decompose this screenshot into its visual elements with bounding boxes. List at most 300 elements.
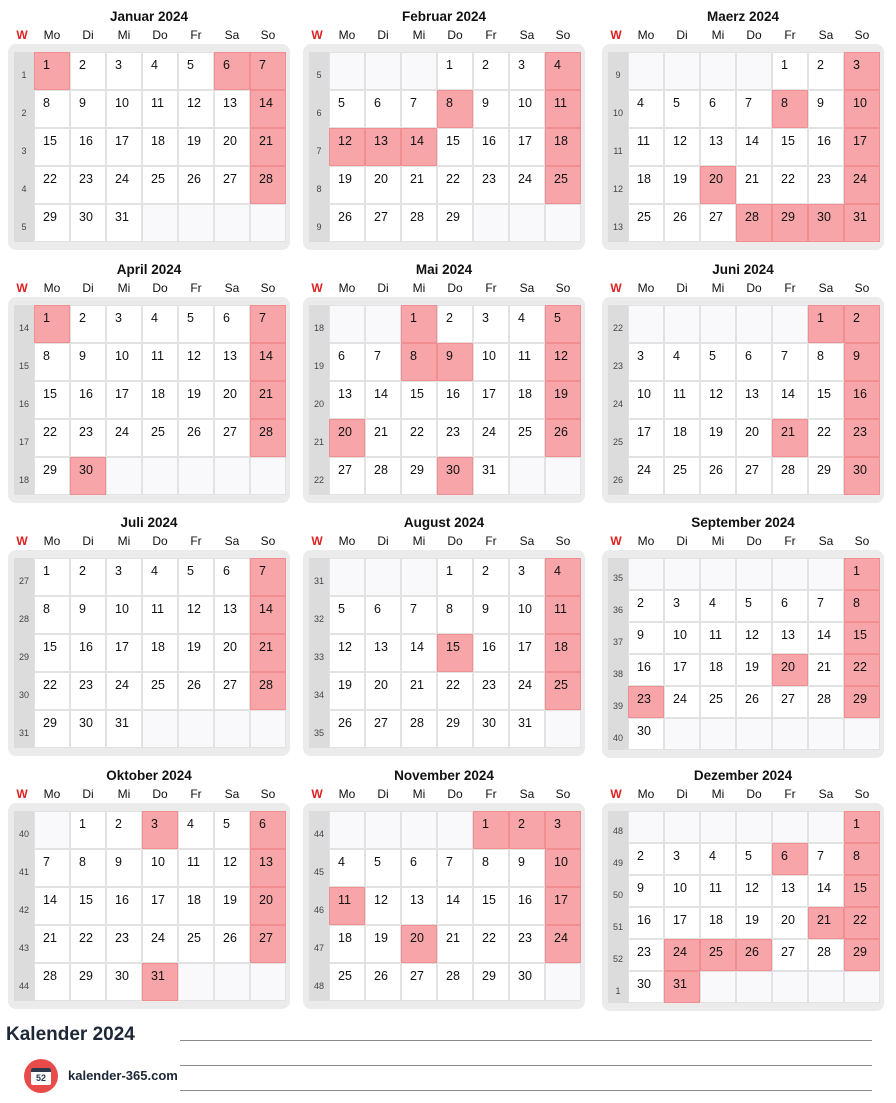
day-cell: 27 xyxy=(772,939,808,971)
day-cell-holiday: 18 xyxy=(545,128,581,166)
day-cell-holiday: 12 xyxy=(545,343,581,381)
day-cell: 27 xyxy=(365,710,401,748)
day-cell: 17 xyxy=(509,128,545,166)
day-cell: 4 xyxy=(142,52,178,90)
day-cell: 11 xyxy=(628,128,664,166)
day-cell: 12 xyxy=(700,381,736,419)
empty-day-cell xyxy=(736,718,772,750)
month-panel xyxy=(602,8,884,250)
day-cell-holiday: 21 xyxy=(772,419,808,457)
empty-day-cell xyxy=(736,811,772,843)
day-cell: 30 xyxy=(473,710,509,748)
day-cell: 29 xyxy=(34,457,70,495)
weekday-header xyxy=(602,533,884,549)
day-cell: 29 xyxy=(437,204,473,242)
day-cell: 28 xyxy=(401,204,437,242)
empty-day-cell xyxy=(178,710,214,748)
weekday-label: So xyxy=(555,28,571,42)
month-days-panel xyxy=(602,803,884,1011)
day-cell-holiday: 29 xyxy=(844,939,880,971)
empty-day-cell xyxy=(664,52,700,90)
day-cell-holiday: 26 xyxy=(545,419,581,457)
day-cell: 10 xyxy=(509,90,545,128)
site-link[interactable]: kalender-365.com xyxy=(68,1068,178,1083)
day-cell: 4 xyxy=(178,811,214,849)
day-cell-holiday: 12 xyxy=(329,128,365,166)
day-cell: 21 xyxy=(401,672,437,710)
week-number: 52 xyxy=(612,954,623,964)
day-cell: 13 xyxy=(214,596,250,634)
weekday-label: Di xyxy=(676,28,688,42)
day-cell: 24 xyxy=(106,419,142,457)
day-cell: 22 xyxy=(34,672,70,710)
day-cell: 18 xyxy=(700,907,736,939)
week-number: 38 xyxy=(612,669,623,679)
day-cell-holiday: 16 xyxy=(844,381,880,419)
day-cell-holiday: 8 xyxy=(401,343,437,381)
day-cell: 8 xyxy=(808,343,844,381)
day-cell: 7 xyxy=(401,90,437,128)
empty-day-cell xyxy=(628,811,664,843)
day-cell: 29 xyxy=(34,204,70,242)
empty-day-cell xyxy=(628,305,664,343)
weekday-label: Fr xyxy=(485,534,497,548)
weekday-label: Di xyxy=(676,787,688,801)
empty-day-cell xyxy=(844,971,880,1003)
day-cell: 5 xyxy=(700,343,736,381)
weekday-label: So xyxy=(555,534,571,548)
day-cell: 3 xyxy=(664,843,700,875)
week-number: 9 xyxy=(316,222,322,232)
day-cell: 5 xyxy=(736,843,772,875)
day-cell: 16 xyxy=(437,381,473,419)
day-cell: 19 xyxy=(736,907,772,939)
day-cell: 10 xyxy=(106,596,142,634)
day-cell-holiday: 20 xyxy=(700,166,736,204)
day-cell: 27 xyxy=(772,686,808,718)
day-cell: 19 xyxy=(178,128,214,166)
day-cell: 19 xyxy=(664,166,700,204)
empty-day-cell xyxy=(545,710,581,748)
day-cell: 31 xyxy=(106,710,142,748)
day-cell: 4 xyxy=(509,305,545,343)
empty-day-cell xyxy=(329,52,365,90)
week-number: 13 xyxy=(612,222,623,232)
week-number: 50 xyxy=(612,890,623,900)
day-cell: 21 xyxy=(401,166,437,204)
week-number: 1 xyxy=(615,986,621,996)
month-days-panel xyxy=(8,44,290,250)
day-cell: 5 xyxy=(329,596,365,634)
day-cell: 24 xyxy=(106,166,142,204)
day-cell: 29 xyxy=(401,457,437,495)
day-cell: 24 xyxy=(142,925,178,963)
week-number: 4 xyxy=(21,184,27,194)
day-cell-holiday: 23 xyxy=(628,686,664,718)
weekday-label: Mi xyxy=(117,281,131,295)
weekday-label: So xyxy=(555,787,571,801)
day-cell: 15 xyxy=(808,381,844,419)
day-cell: 7 xyxy=(772,343,808,381)
day-cell: 22 xyxy=(70,925,106,963)
day-cell: 18 xyxy=(329,925,365,963)
day-cell: 20 xyxy=(365,672,401,710)
week-number: 34 xyxy=(313,690,324,700)
day-cell: 17 xyxy=(664,907,700,939)
day-cell: 7 xyxy=(808,590,844,622)
day-cell: 18 xyxy=(700,654,736,686)
calendar-logo-icon: 52 xyxy=(24,1059,58,1093)
day-cell: 5 xyxy=(178,305,214,343)
weekday-label: Sa xyxy=(224,534,240,548)
day-cell-holiday: 1 xyxy=(844,811,880,843)
day-cell: 6 xyxy=(365,596,401,634)
empty-day-cell xyxy=(34,811,70,849)
day-cell: 24 xyxy=(106,672,142,710)
day-cell: 12 xyxy=(365,887,401,925)
day-cell-holiday: 4 xyxy=(545,558,581,596)
day-cell: 25 xyxy=(628,204,664,242)
day-cell: 3 xyxy=(106,305,142,343)
week-number: 1 xyxy=(21,70,27,80)
day-cell: 26 xyxy=(178,419,214,457)
day-cell-holiday: 29 xyxy=(844,686,880,718)
empty-day-cell xyxy=(401,558,437,596)
month-title: Maerz 2024 xyxy=(706,9,780,24)
week-number: 16 xyxy=(18,399,29,409)
week-number: 29 xyxy=(18,652,29,662)
day-cell: 12 xyxy=(736,622,772,654)
empty-day-cell xyxy=(214,710,250,748)
day-cell: 22 xyxy=(808,419,844,457)
day-cell: 21 xyxy=(365,419,401,457)
weekday-label: So xyxy=(260,281,276,295)
day-cell: 11 xyxy=(142,596,178,634)
day-cell: 3 xyxy=(628,343,664,381)
day-cell: 15 xyxy=(70,887,106,925)
empty-day-cell xyxy=(214,963,250,1001)
day-cell: 7 xyxy=(736,90,772,128)
day-cell-holiday: 28 xyxy=(250,419,286,457)
weekday-label: Sa xyxy=(224,787,240,801)
day-cell: 25 xyxy=(329,963,365,1001)
week-column-label: W xyxy=(311,534,323,548)
day-cell-holiday: 25 xyxy=(545,166,581,204)
day-cell-holiday: 8 xyxy=(844,590,880,622)
day-cell-holiday: 30 xyxy=(437,457,473,495)
weekday-label: Sa xyxy=(818,534,834,548)
day-cell: 15 xyxy=(34,634,70,672)
day-cell-holiday: 21 xyxy=(250,381,286,419)
day-cell-holiday: 17 xyxy=(545,887,581,925)
day-cell-holiday: 6 xyxy=(250,811,286,849)
month-title: September 2024 xyxy=(691,515,795,530)
month-panel xyxy=(8,261,290,503)
day-cell: 16 xyxy=(509,887,545,925)
day-cell: 13 xyxy=(401,887,437,925)
day-cell: 6 xyxy=(329,343,365,381)
day-cell-holiday: 29 xyxy=(772,204,808,242)
weekday-label: Sa xyxy=(818,28,834,42)
month-days-panel xyxy=(303,44,585,250)
weekday-label: Di xyxy=(82,534,94,548)
week-number: 40 xyxy=(612,733,623,743)
day-cell: 15 xyxy=(34,128,70,166)
day-cell-holiday: 15 xyxy=(844,622,880,654)
weekday-header xyxy=(303,280,585,296)
day-cell: 10 xyxy=(473,343,509,381)
weekday-label: Mo xyxy=(43,534,61,548)
day-cell: 25 xyxy=(664,457,700,495)
day-cell: 18 xyxy=(178,887,214,925)
day-cell: 26 xyxy=(365,963,401,1001)
day-cell: 2 xyxy=(70,558,106,596)
empty-day-cell xyxy=(736,305,772,343)
empty-day-cell xyxy=(664,811,700,843)
day-cell-holiday: 20 xyxy=(401,925,437,963)
week-number: 18 xyxy=(18,475,29,485)
week-number: 21 xyxy=(313,437,324,447)
month-panel xyxy=(602,261,884,503)
day-cell: 10 xyxy=(106,343,142,381)
day-cell-holiday: 30 xyxy=(808,204,844,242)
day-cell-holiday: 21 xyxy=(808,907,844,939)
day-cell: 13 xyxy=(700,128,736,166)
weekday-label: So xyxy=(854,534,870,548)
day-cell: 16 xyxy=(70,381,106,419)
day-cell: 12 xyxy=(736,875,772,907)
day-cell: 16 xyxy=(106,887,142,925)
weekday-label: So xyxy=(260,534,276,548)
day-cell: 11 xyxy=(142,90,178,128)
weekday-label: Fr xyxy=(485,28,497,42)
weekday-label: Mi xyxy=(711,787,725,801)
weekday-label: Mo xyxy=(637,281,655,295)
day-cell: 28 xyxy=(808,939,844,971)
weekday-label: Fr xyxy=(190,787,202,801)
week-number: 46 xyxy=(313,905,324,915)
day-cell: 26 xyxy=(178,672,214,710)
weekday-label: Sa xyxy=(519,281,535,295)
day-cell: 1 xyxy=(437,52,473,90)
weekday-label: Di xyxy=(82,281,94,295)
day-cell: 22 xyxy=(437,166,473,204)
day-cell: 9 xyxy=(509,849,545,887)
week-number: 27 xyxy=(18,576,29,586)
month-days-panel xyxy=(8,550,290,756)
month-days-panel xyxy=(8,803,290,1009)
day-cell: 26 xyxy=(700,457,736,495)
empty-day-cell xyxy=(329,305,365,343)
day-cell: 19 xyxy=(178,634,214,672)
weekday-label: So xyxy=(260,787,276,801)
week-number: 18 xyxy=(313,323,324,333)
day-cell: 27 xyxy=(214,166,250,204)
day-cell: 12 xyxy=(214,849,250,887)
day-cell: 4 xyxy=(628,90,664,128)
month-title: Februar 2024 xyxy=(401,9,487,24)
day-cell: 8 xyxy=(34,343,70,381)
empty-day-cell xyxy=(664,305,700,343)
weekday-label: So xyxy=(854,281,870,295)
weekday-label: Mi xyxy=(711,28,725,42)
weekday-label: Mo xyxy=(43,787,61,801)
month-panel xyxy=(303,514,585,756)
day-cell: 4 xyxy=(329,849,365,887)
day-cell-holiday: 3 xyxy=(844,52,880,90)
week-number: 22 xyxy=(612,323,623,333)
day-cell-holiday: 1 xyxy=(34,305,70,343)
weekday-label: Do xyxy=(152,534,168,548)
day-cell: 11 xyxy=(142,343,178,381)
week-number: 14 xyxy=(18,323,29,333)
day-cell: 18 xyxy=(628,166,664,204)
week-column-label: W xyxy=(16,534,28,548)
weekday-label: Mo xyxy=(338,28,356,42)
weekday-label: Fr xyxy=(190,281,202,295)
week-number: 10 xyxy=(612,108,623,118)
day-cell-holiday: 25 xyxy=(545,672,581,710)
day-cell-holiday: 1 xyxy=(34,52,70,90)
day-cell-holiday: 21 xyxy=(250,634,286,672)
weekday-label: Do xyxy=(447,281,463,295)
day-cell-holiday: 22 xyxy=(844,907,880,939)
day-cell: 25 xyxy=(509,419,545,457)
week-number: 8 xyxy=(316,184,322,194)
day-cell-holiday: 20 xyxy=(772,654,808,686)
weekday-label: So xyxy=(260,28,276,42)
weekday-label: Di xyxy=(377,281,389,295)
week-number: 31 xyxy=(18,728,29,738)
week-number: 11 xyxy=(613,146,623,156)
day-cell: 19 xyxy=(214,887,250,925)
day-cell: 18 xyxy=(142,128,178,166)
day-cell: 14 xyxy=(772,381,808,419)
week-number: 35 xyxy=(313,728,324,738)
day-cell-holiday: 11 xyxy=(545,596,581,634)
week-column-label: W xyxy=(311,281,323,295)
week-number: 26 xyxy=(612,475,623,485)
day-cell: 17 xyxy=(473,381,509,419)
day-cell-holiday: 18 xyxy=(545,634,581,672)
day-cell: 13 xyxy=(365,634,401,672)
day-cell: 6 xyxy=(401,849,437,887)
day-cell-holiday: 3 xyxy=(142,811,178,849)
day-cell: 13 xyxy=(772,622,808,654)
day-cell-holiday: 1 xyxy=(808,305,844,343)
weekday-label: Sa xyxy=(818,281,834,295)
weekday-label: Mo xyxy=(338,787,356,801)
empty-day-cell xyxy=(250,963,286,1001)
day-cell: 10 xyxy=(664,875,700,907)
week-number: 42 xyxy=(18,905,29,915)
weekday-label: Mi xyxy=(412,281,426,295)
empty-day-cell xyxy=(250,204,286,242)
day-cell: 17 xyxy=(664,654,700,686)
weekday-label: Do xyxy=(152,281,168,295)
day-cell: 20 xyxy=(214,128,250,166)
day-cell-holiday: 10 xyxy=(844,90,880,128)
day-cell: 3 xyxy=(509,558,545,596)
month-panel xyxy=(602,767,884,1011)
empty-day-cell xyxy=(250,710,286,748)
day-cell: 2 xyxy=(106,811,142,849)
week-number: 3 xyxy=(21,146,27,156)
day-cell: 30 xyxy=(70,710,106,748)
day-cell-holiday: 25 xyxy=(700,939,736,971)
weekday-label: So xyxy=(555,281,571,295)
day-cell: 10 xyxy=(628,381,664,419)
empty-day-cell xyxy=(664,718,700,750)
day-cell: 16 xyxy=(628,907,664,939)
empty-day-cell xyxy=(772,558,808,590)
week-number: 5 xyxy=(316,70,322,80)
week-number: 44 xyxy=(313,829,324,839)
week-column-label: W xyxy=(610,787,622,801)
day-cell: 12 xyxy=(664,128,700,166)
day-cell-holiday: 8 xyxy=(844,843,880,875)
empty-day-cell xyxy=(700,52,736,90)
weekday-label: Di xyxy=(676,534,688,548)
week-number: 28 xyxy=(18,614,29,624)
day-cell-holiday: 24 xyxy=(844,166,880,204)
month-days-panel xyxy=(303,550,585,756)
day-cell: 6 xyxy=(365,90,401,128)
day-cell: 28 xyxy=(34,963,70,1001)
week-column-label: W xyxy=(16,28,28,42)
day-cell: 24 xyxy=(628,457,664,495)
weekday-label: Di xyxy=(377,534,389,548)
day-cell: 13 xyxy=(329,381,365,419)
day-cell-holiday: 20 xyxy=(329,419,365,457)
weekday-label: Sa xyxy=(224,281,240,295)
empty-day-cell xyxy=(365,52,401,90)
day-cell-holiday: 2 xyxy=(509,811,545,849)
day-cell: 30 xyxy=(628,718,664,750)
day-cell: 23 xyxy=(628,939,664,971)
day-cell-holiday: 1 xyxy=(844,558,880,590)
day-cell: 17 xyxy=(106,128,142,166)
month-title: November 2024 xyxy=(394,768,494,783)
day-cell: 11 xyxy=(664,381,700,419)
day-cell: 8 xyxy=(70,849,106,887)
empty-day-cell xyxy=(545,457,581,495)
day-cell: 19 xyxy=(329,166,365,204)
week-column-label: W xyxy=(16,787,28,801)
day-cell-holiday: 9 xyxy=(844,343,880,381)
day-cell: 25 xyxy=(178,925,214,963)
day-cell: 2 xyxy=(473,558,509,596)
day-cell: 22 xyxy=(34,419,70,457)
day-cell-holiday: 17 xyxy=(844,128,880,166)
empty-day-cell xyxy=(808,558,844,590)
empty-day-cell xyxy=(700,971,736,1003)
day-cell: 24 xyxy=(509,166,545,204)
weekday-header xyxy=(8,786,290,802)
empty-day-cell xyxy=(628,52,664,90)
month-panel xyxy=(8,767,290,1009)
empty-day-cell xyxy=(700,558,736,590)
day-cell: 1 xyxy=(70,811,106,849)
week-number: 39 xyxy=(612,701,623,711)
week-number: 51 xyxy=(612,922,623,932)
day-cell: 27 xyxy=(736,457,772,495)
day-cell-holiday: 28 xyxy=(736,204,772,242)
week-column-label: W xyxy=(610,28,622,42)
week-number: 30 xyxy=(18,690,29,700)
empty-day-cell xyxy=(772,811,808,843)
day-cell: 14 xyxy=(401,634,437,672)
